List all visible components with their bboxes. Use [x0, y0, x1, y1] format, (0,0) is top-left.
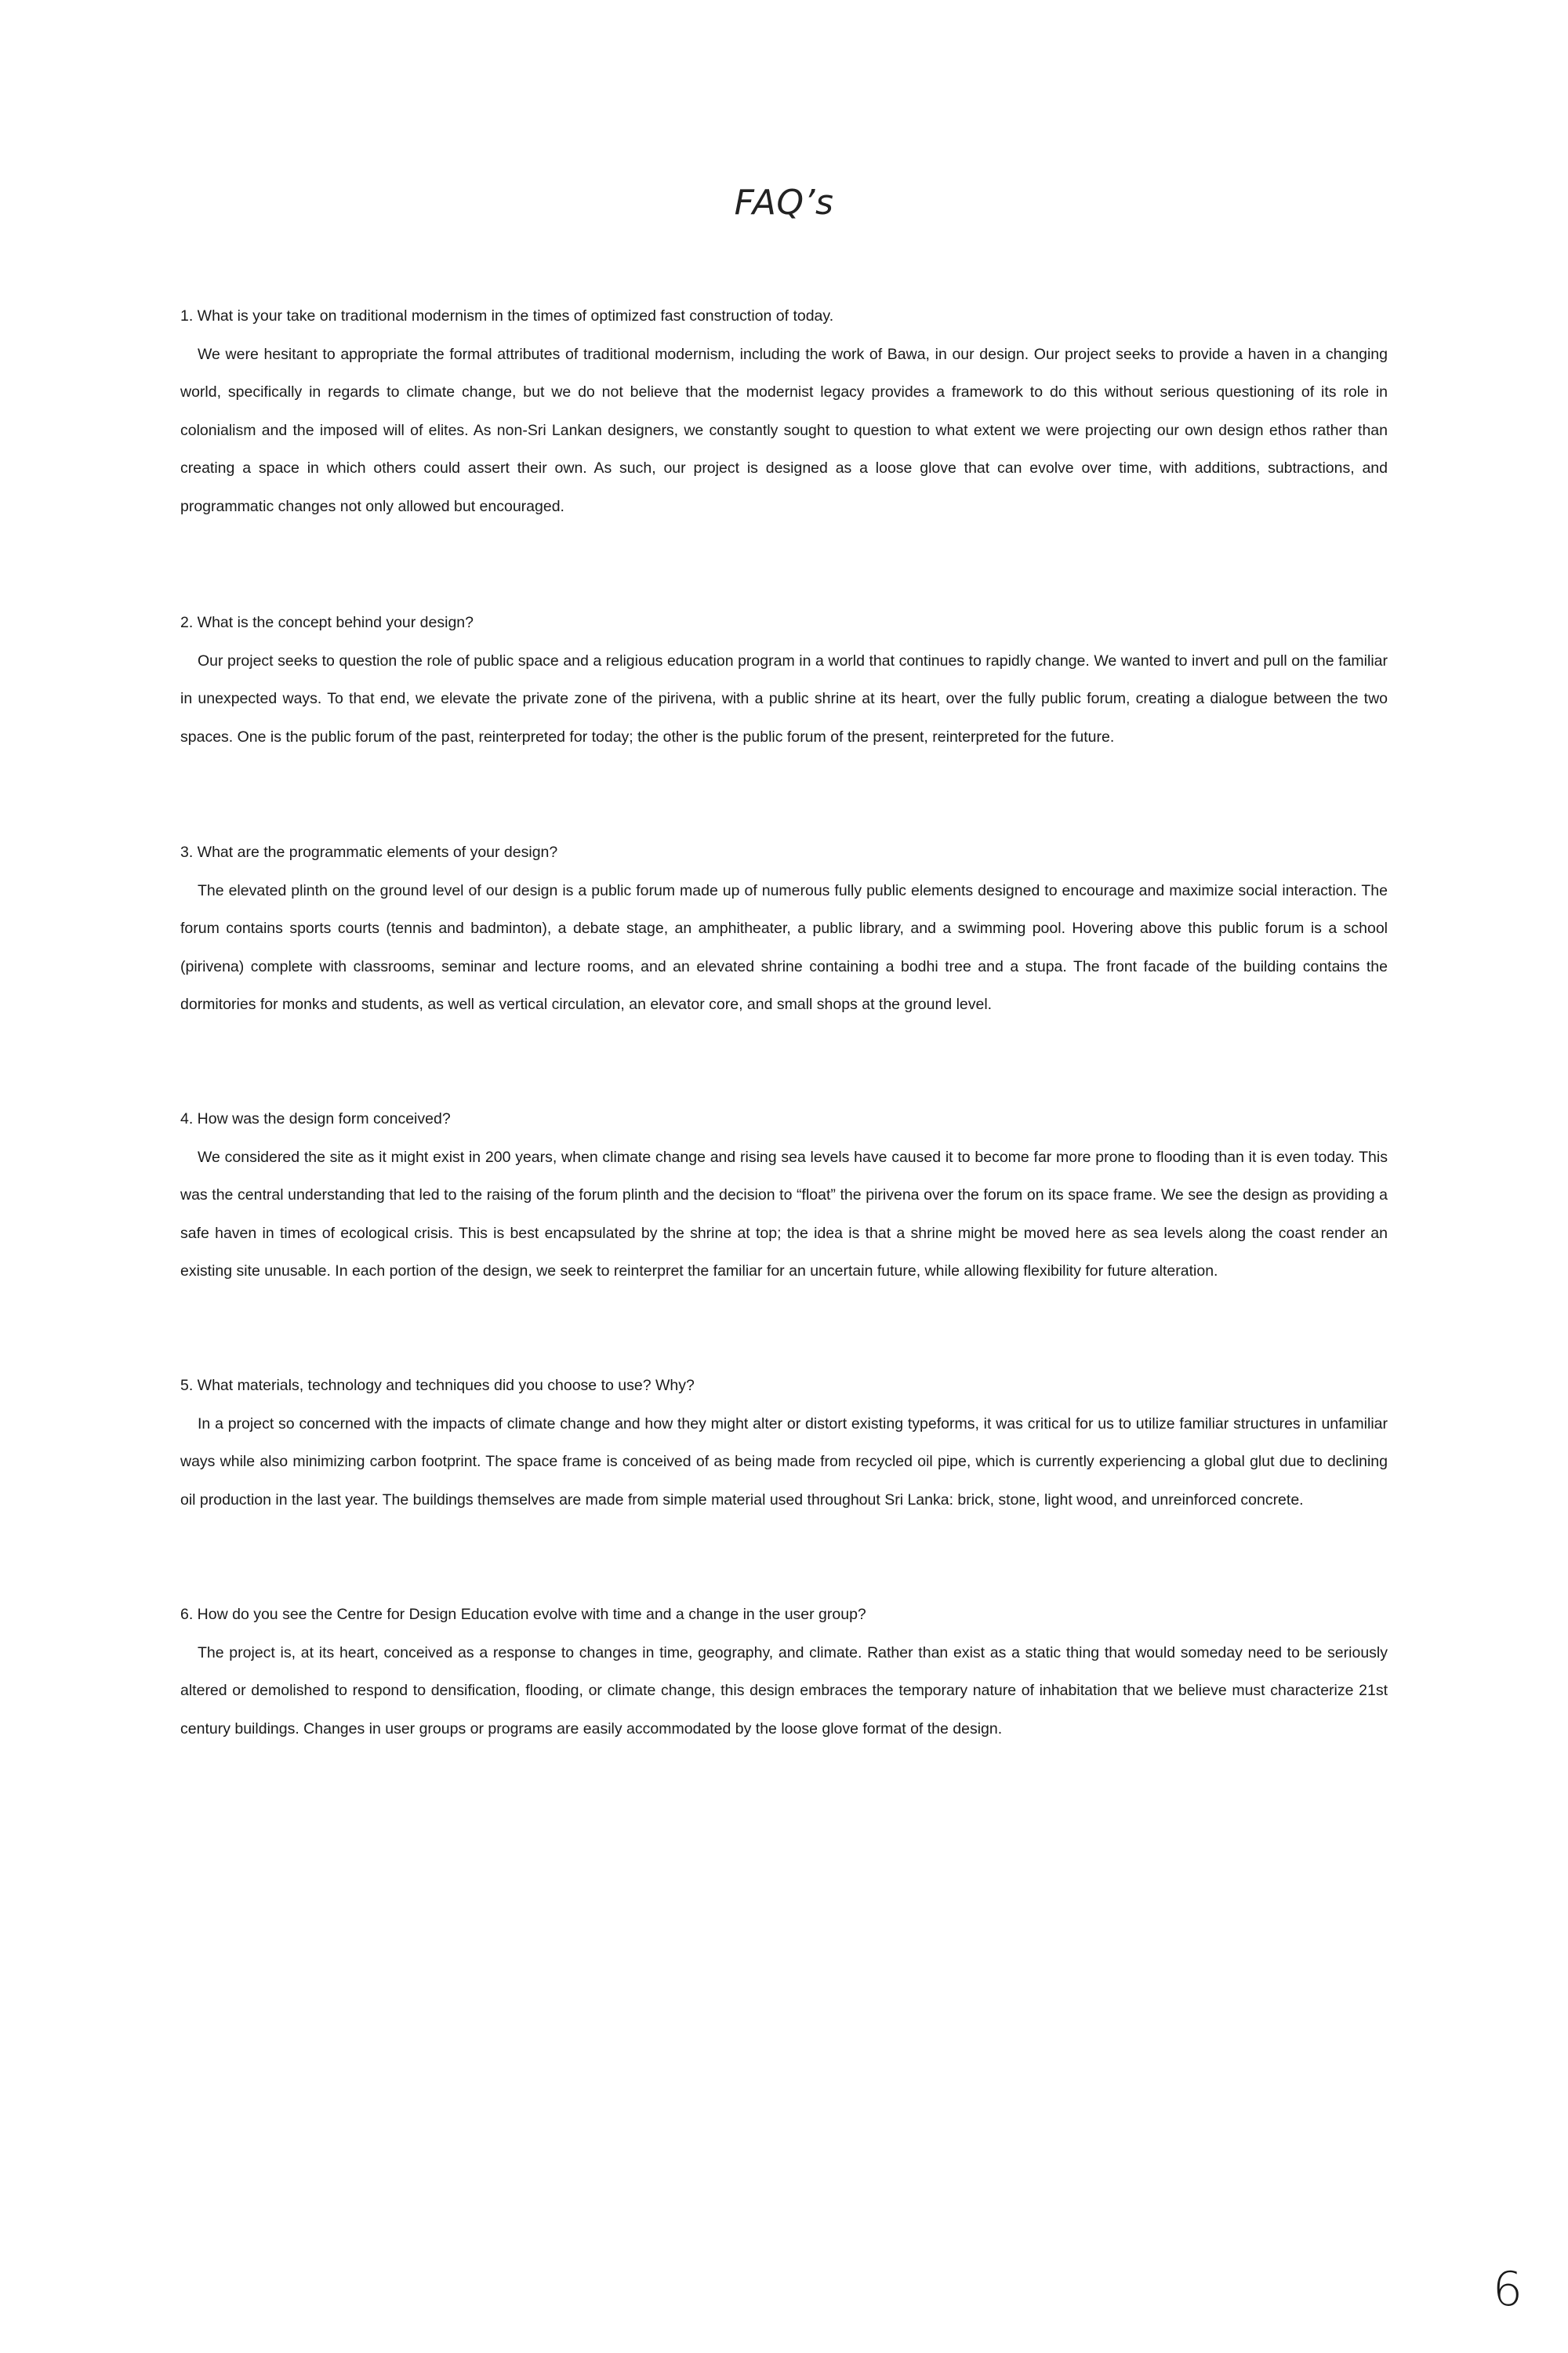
faq-item-3 [180, 833, 1388, 1024]
faq-question: 1. What is your take on traditional modernism in the times of optimized fast construction of today. [180, 307, 834, 325]
faq-question: 2. What is the concept behind your design? [180, 614, 474, 631]
faq-answer: The elevated plinth on the ground level of our design is a public forum made up of numerous fully public elements designed to encourage and maximize social interaction. The forum contains sports courts (tennis and badminton), a debate stage, an amphitheater, a public library, and a swimming pool. Hovering above this public forum is a school (pirivena) complete with classrooms, seminar and lecture rooms, and an elevated shrine containing a bodhi tree and a stupa. The front facade of the building contains the dormitories for monks and students, as well as vertical circulation, an elevator core, and small shops at the ground level. [180, 881, 1388, 1013]
faq-item-1 [180, 297, 1388, 525]
faq-answer: In a project so concerned with the impacts of climate change and how they might alter or distort existing typeforms, it was critical for us to utilize familiar structures in unfamiliar ways while also minimizing carbon footprint. The space frame is conceived of as being made from recycled oil pipe, which is currently experiencing a global glut due to declining oil production in the last year. The buildings themselves are made from simple material used throughout Sri Lanka: brick, stone, light wood, and unreinforced concrete. [180, 1414, 1388, 1509]
faq-item-2 [180, 604, 1388, 756]
faq-question: 3. What are the programmatic elements of your design? [180, 844, 558, 861]
faq-item-4 [180, 1100, 1388, 1291]
faq-question: 4. How was the design form conceived? [180, 1110, 451, 1127]
faq-answer: We were hesitant to appropriate the formal attributes of traditional modernism, including the work of Bawa, in our design. Our project seeks to provide a haven in a changing world, specifically in regards to climate change, but we do not believe that the modernist legacy provides a framework to do this without serious questioning of its role in colonialism and the imposed will of elites. As non-Sri Lankan designers, we constantly sought to question to what extent we were projecting our own design ethos rather than creating a space in which others could assert their own. As such, our project is designed as a loose glove that can evolve over time, with additions, subtractions, and programmatic changes not only allowed but encouraged. [180, 345, 1388, 515]
faq-answer: The project is, at its heart, conceived as a response to changes in time, geography, and climate. Rather than exist as a static thing that would someday need to be seriously altered or demolished to respond to densification, flooding, or climate change, this design embraces the temporary nature of inhabitation that we believe must characterize 21st century buildings. Changes in user groups or programs are easily accommodated by the loose glove format of the design. [180, 1643, 1388, 1738]
faq-item-5 [180, 1367, 1388, 1519]
faq-item-6 [180, 1596, 1388, 1748]
page-number: 6 [1492, 2262, 1523, 2317]
faq-answer: We considered the site as it might exist in 200 years, when climate change and rising sea levels have caused it to become far more prone to flooding than it is even today. This was the central understanding that led to the raising of the forum plinth and the decision to “float” the pirivena over the forum on its space frame. We see the design as providing a safe haven in times of ecological crisis. This is best encapsulated by the shrine at top; the idea is that a shrine might be moved here as sea levels along the coast render an existing site unusable. In each portion of the design, we seek to reinterpret the familiar for an uncertain future, while allowing flexibility for future alteration. [180, 1148, 1388, 1280]
faq-answer: Our project seeks to question the role of public space and a religious education program in a world that continues to rapidly change. We wanted to invert and pull on the familiar in unexpected ways. To that end, we elevate the private zone of the pirivena, with a public shrine at its heart, over the fully public forum, creating a dialogue between the two spaces. One is the public forum of the past, reinterpreted for today; the other is the public forum of the present, reinterpreted for the future. [180, 652, 1388, 746]
faq-question: 6. How do you see the Centre for Design Education evolve with time and a change in the user group? [180, 1606, 866, 1623]
page-title: FAQ’s [734, 183, 834, 223]
faq-question: 5. What materials, technology and techniques did you choose to use? Why? [180, 1377, 695, 1394]
